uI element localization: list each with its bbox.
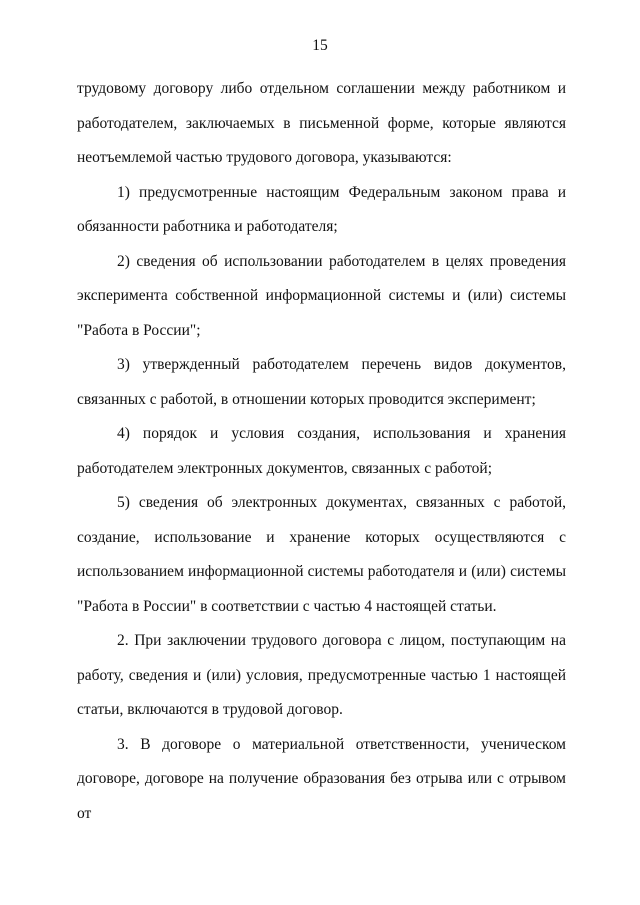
paragraph-continuation: трудовому договору либо отдельном соглашении между работником и работодателем, заключаемых в письменной форме, которые являются неотъемлемой частью трудового договора, указываются:: [77, 80, 566, 166]
list-item-4: 4) порядок и условия создания, использования и хранения работодателем электронных документов, связанных с работой;: [77, 425, 566, 477]
list-item-3: 3) утвержденный работодателем перечень видов документов, связанных с работой, в отношении которых проводится эксперимент;: [77, 356, 566, 408]
list-item-5: 5) сведения об электронных документах, связанных с работой, создание, использование и хранение которых осуществляются с использованием информационной системы работодателя и (или) системы "Работа в России" в соответствии с частью 4 настоящей статьи.: [77, 494, 566, 615]
paragraph-part-2: 2. При заключении трудового договора с лицом, поступающим на работу, сведения и (или) условия, предусмотренные частью 1 настоящей статьи, включаются в трудовой договор.: [77, 632, 566, 718]
document-body: [77, 72, 566, 831]
list-item-1: 1) предусмотренные настоящим Федеральным законом права и обязанности работника и работодателя;: [77, 183, 566, 235]
page-number: 15: [312, 37, 328, 54]
paragraph-part-3: 3. В договоре о материальной ответственности, ученическом договоре, договоре на получение образования без отрыва или с отрывом от: [77, 735, 566, 822]
list-item-2: 2) сведения об использовании работодателем в целях проведения эксперимента собственной информационной системы и (или) системы "Работа в России";: [77, 252, 566, 339]
